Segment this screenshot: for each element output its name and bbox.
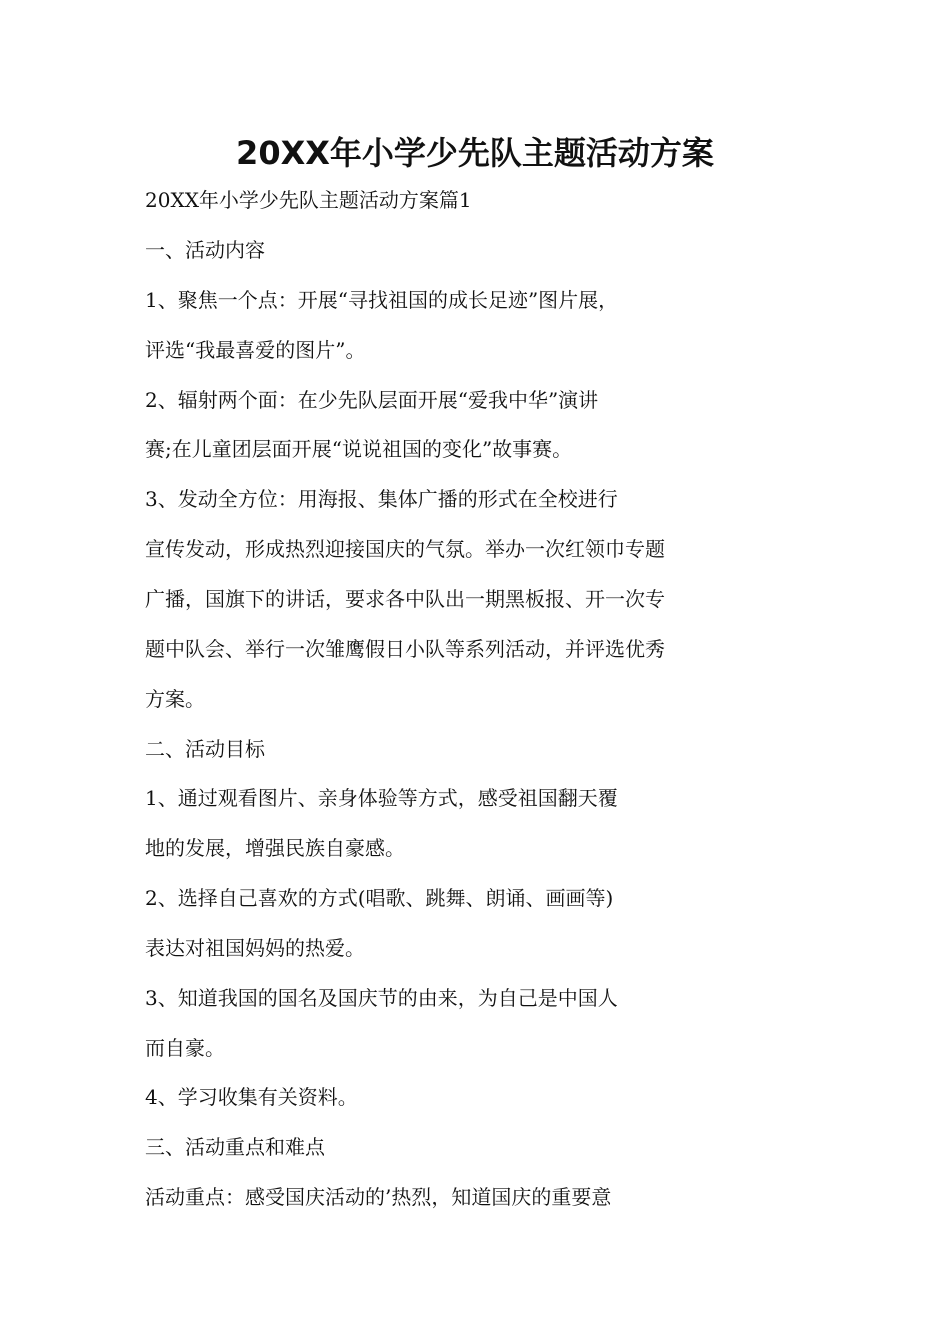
- body-line: 3、发动全方位：用海报、集体广播的形式在全校进行: [145, 487, 618, 511]
- body-line: 宣传发动，形成热烈迎接国庆的气氛。举办一次红领巾专题: [145, 537, 665, 561]
- body-line: 1、通过观看图片、亲身体验等方式，感受祖国翻天覆: [145, 786, 618, 810]
- section-heading: 二、活动目标: [145, 737, 265, 761]
- body-line: 表达对祖国妈妈的热爱。: [145, 936, 365, 960]
- body-line: 赛;在儿童团层面开展“说说祖国的变化”故事赛。: [145, 437, 573, 461]
- section-heading: 三、活动重点和难点: [145, 1135, 325, 1159]
- section-heading: 一、活动内容: [145, 238, 265, 262]
- subtitle-line: 20XX年小学少先队主题活动方案篇1: [145, 188, 472, 212]
- body-line: 地的发展，增强民族自豪感。: [145, 836, 405, 860]
- body-line: 方案。: [145, 687, 205, 711]
- body-line: 广播，国旗下的讲话，要求各中队出一期黑板报、开一次专: [145, 587, 665, 611]
- body-line: 3、知道我国的国名及国庆节的由来，为自己是中国人: [145, 986, 618, 1010]
- body-line: 1、聚焦一个点：开展“寻找祖国的成长足迹”图片展，: [145, 288, 619, 312]
- body-line: 题中队会、举行一次雏鹰假日小队等系列活动，并评选优秀: [145, 637, 665, 661]
- body-line: 2、选择自己喜欢的方式(唱歌、跳舞、朗诵、画画等): [145, 886, 614, 910]
- body-line: 4、学习收集有关资料。: [145, 1085, 358, 1109]
- body-line: 而自豪。: [145, 1036, 225, 1060]
- body-line: 评选“我最喜爱的图片”。: [145, 338, 366, 362]
- body-line: 活动重点：感受国庆活动的’热烈，知道国庆的重要意: [145, 1185, 612, 1209]
- body-line: 2、辐射两个面：在少先队层面开展“爱我中华”演讲: [145, 388, 599, 412]
- document-title: 20XX年小学少先队主题活动方案: [236, 134, 714, 172]
